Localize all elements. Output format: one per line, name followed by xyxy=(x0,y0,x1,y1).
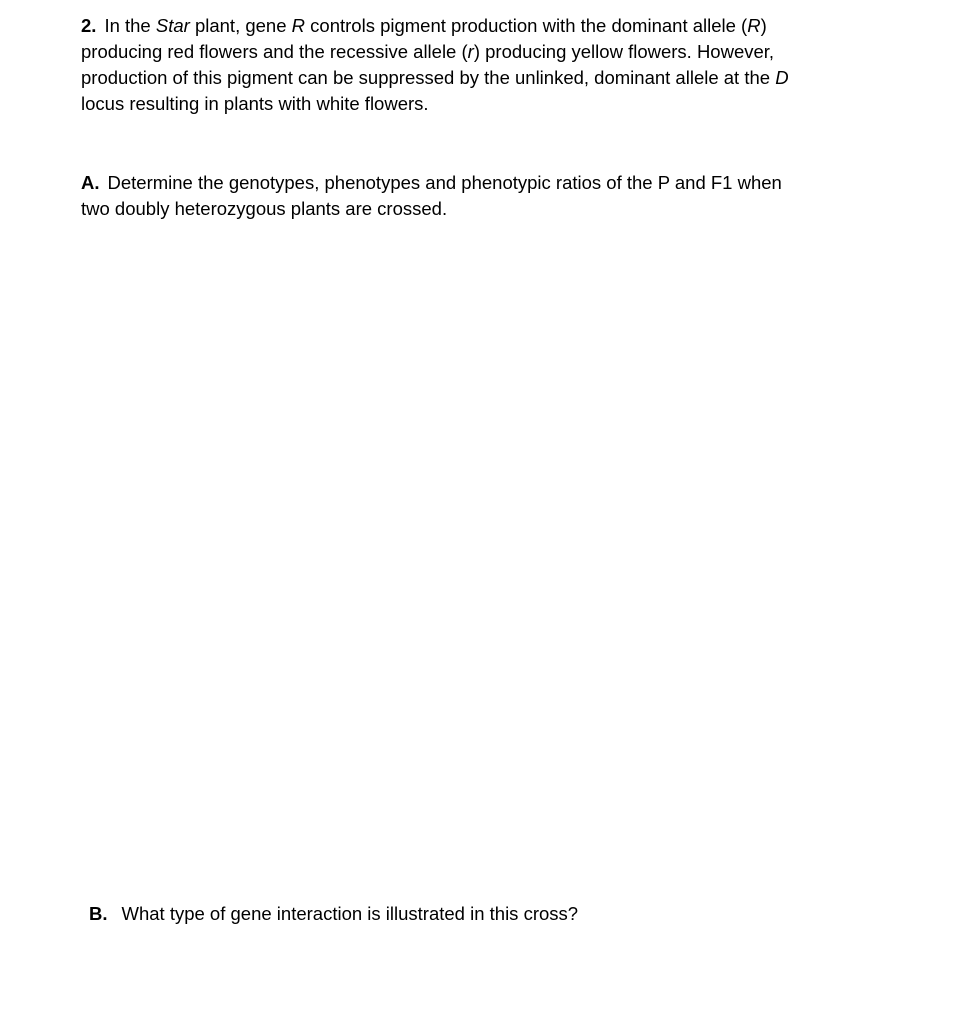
question-2-line-3: production of this pigment can be suppressed by the unlinked, dominant allele at the D xyxy=(81,67,789,88)
part-b-label: B. xyxy=(89,903,108,924)
part-a-paragraph xyxy=(81,170,901,222)
part-a-line-2: two doubly heterozygous plants are crossed. xyxy=(81,198,448,219)
part-b-line: B. What type of gene interaction is illustrated in this cross? xyxy=(89,903,579,924)
part-a-label: A. xyxy=(81,172,100,193)
gene-symbol: R xyxy=(291,15,306,36)
question-2-paragraph xyxy=(81,13,901,117)
part-a-line-1: A. Determine the genotypes, phenotypes and phenotypic ratios of the P and F1 when xyxy=(81,172,782,193)
dominant-allele-symbol: R xyxy=(747,15,761,36)
part-b-paragraph xyxy=(89,901,889,927)
question-2-line-1: 2. In the Star plant, gene R controls pigment production with the dominant allele (R) xyxy=(81,15,767,36)
locus-symbol: D xyxy=(775,67,789,88)
plant-name: Star xyxy=(155,15,190,36)
question-number: 2. xyxy=(81,15,97,36)
question-2-line-4: locus resulting in plants with white flowers. xyxy=(81,93,429,114)
question-2-line-2: producing red flowers and the recessive allele (r) producing yellow flowers. However, xyxy=(81,41,775,62)
recessive-allele-symbol: r xyxy=(467,41,474,62)
